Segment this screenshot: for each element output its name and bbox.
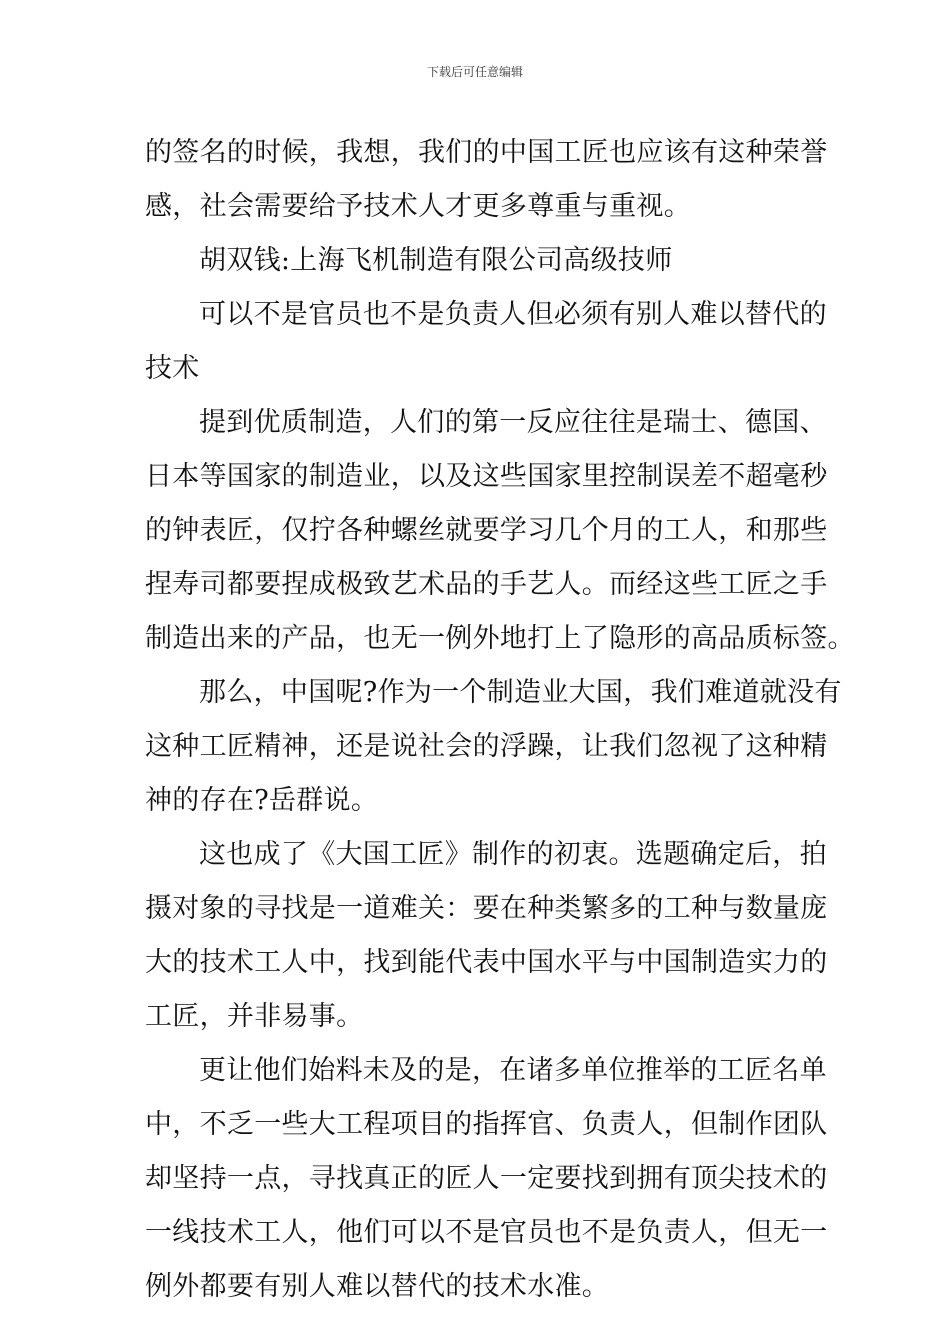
text-line: 这也成了《大国工匠》制作的初衷。选题确定后，拍 [199,839,827,870]
text-line: 例外都要有别人难以替代的技术水准。 [145,1271,610,1302]
text-line: 摄对象的寻找是一道难关：要在种类繁多的工种与数量庞 [145,893,828,924]
text-line: 的钟表匠，仅拧各种螺丝就要学习几个月的工人，和那些 [145,515,828,546]
text-line: 可以不是官员也不是负责人但必须有别人难以替代的 [199,299,827,330]
text-line: 那么，中国呢?作为一个制造业大国，我们难道就没有 [199,677,842,708]
text-line: 大的技术工人中，找到能代表中国水平与中国制造实力的 [145,947,828,978]
text-line: 制造出来的产品，也无一例外地打上了隐形的高品质标签。 [145,623,855,654]
text-line: 感，社会需要给予技术人才更多尊重与重视。 [145,191,691,222]
text-line: 日本等国家的制造业，以及这些国家里控制误差不超毫秒 [145,461,828,492]
text-line: 却坚持一点，寻找真正的匠人一定要找到拥有顶尖技术的 [145,1163,828,1194]
document-body [145,126,855,1314]
text-line: 这种工匠精神，还是说社会的浮躁，让我们忽视了这种精 [145,731,828,762]
text-line: 中，不乏一些大工程项目的指挥官、负责人，但制作团队 [145,1109,828,1140]
text-line: 胡双钱:上海飞机制造有限公司高级技师 [199,245,673,276]
text-line: 工匠，并非易事。 [145,1001,364,1032]
text-line: 捏寿司都要捏成极致艺术品的手艺人。而经这些工匠之手 [145,569,828,600]
text-line: 神的存在?岳群说。 [145,785,379,816]
text-line: 更让他们始料未及的是，在诸多单位推举的工匠名单 [199,1055,827,1086]
text-line: 提到优质制造，人们的第一反应往往是瑞士、德国、 [199,407,827,438]
text-line: 的签名的时候，我想，我们的中国工匠也应该有这种荣誉 [145,137,828,168]
text-line: 一线技术工人，他们可以不是官员也不是负责人，但无一 [145,1217,828,1248]
text-line: 技术 [145,353,200,384]
page-header: 下载后可任意编辑 [426,65,523,79]
